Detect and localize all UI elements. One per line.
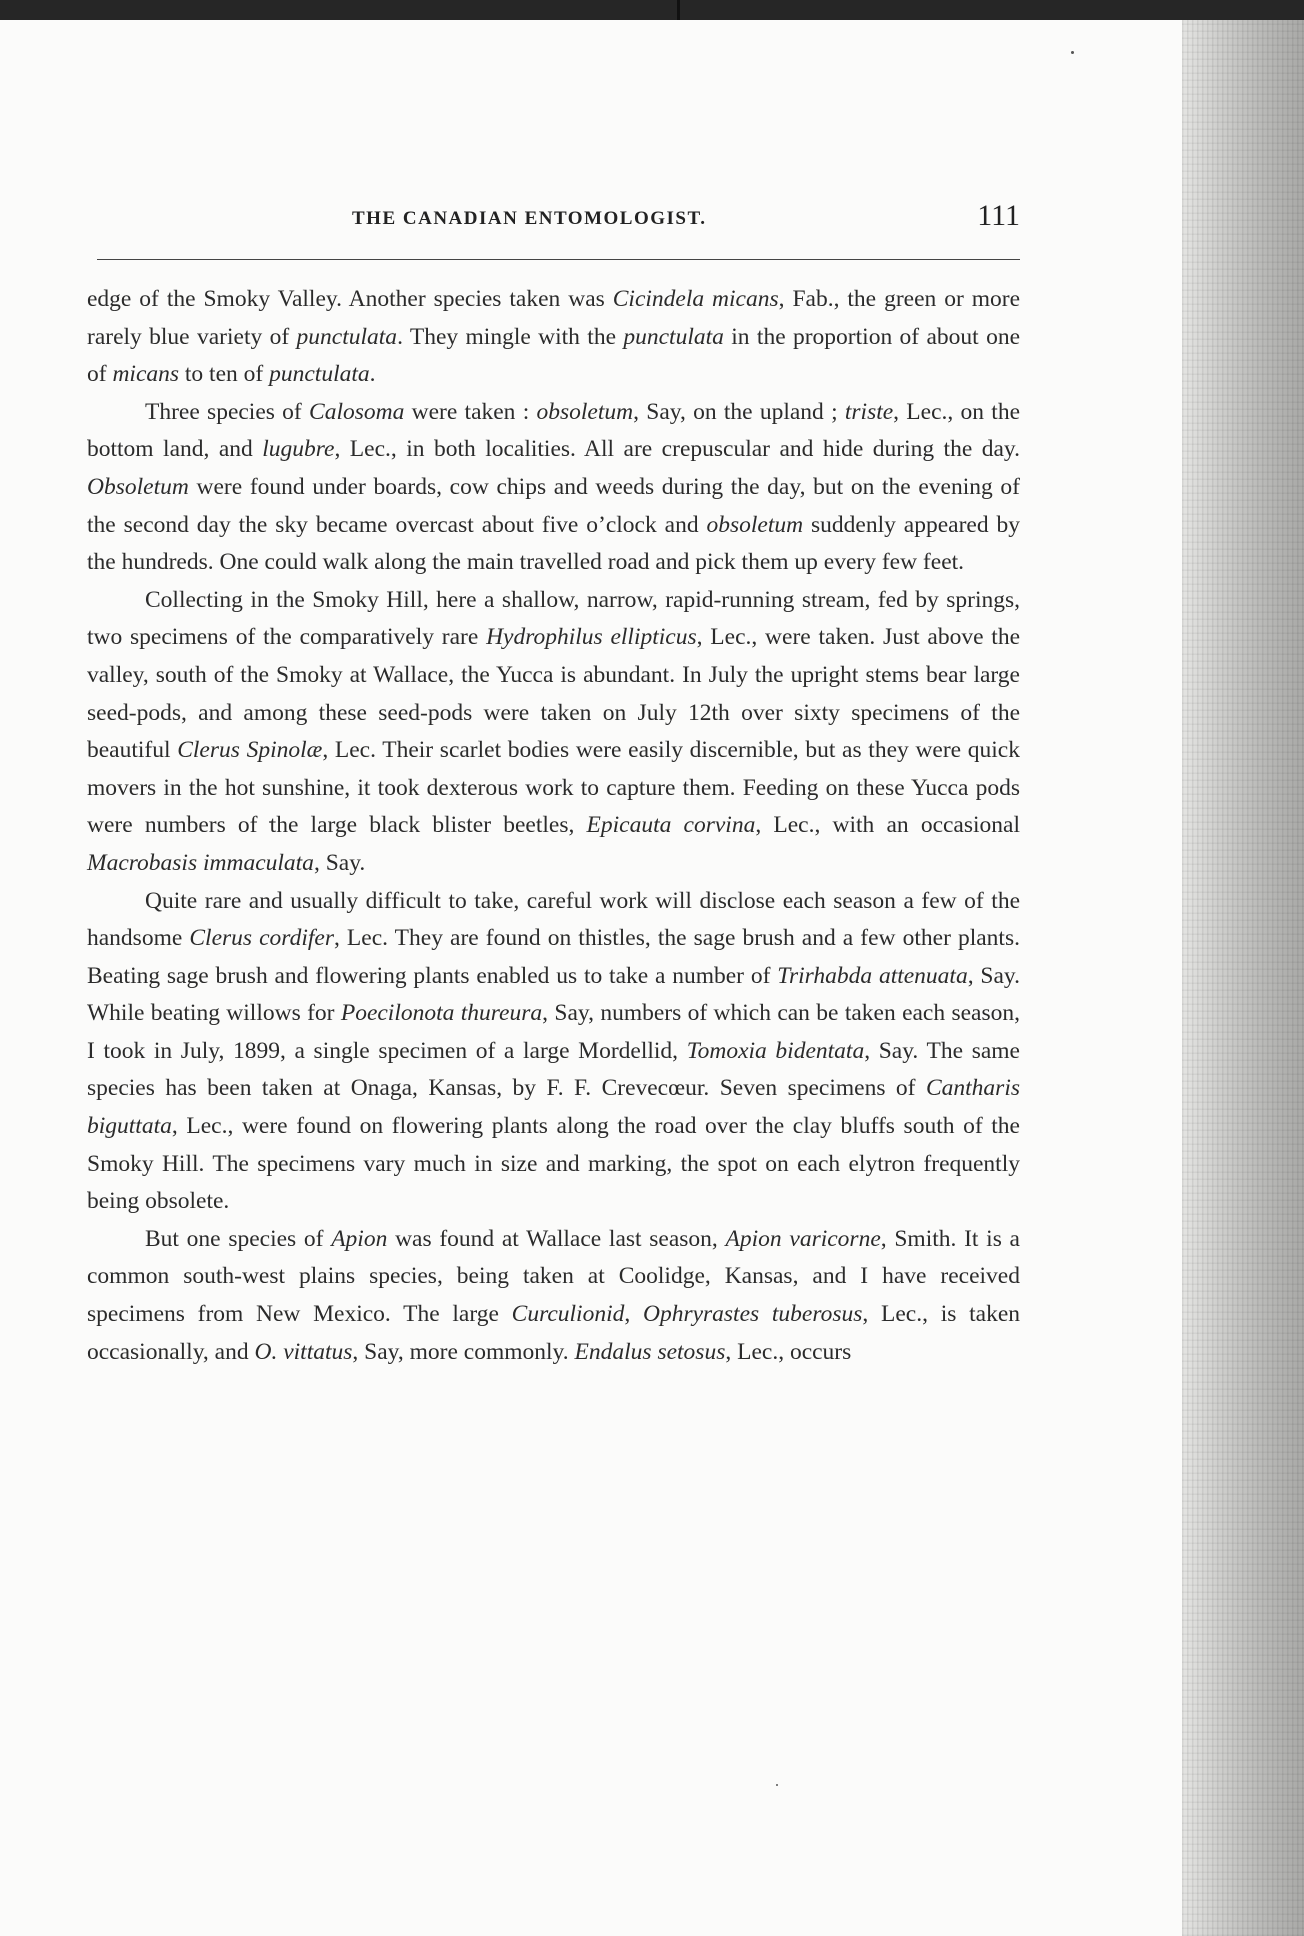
text-run: , (624, 1301, 643, 1328)
text-run: Collecting in the Smoky Hill, here a shallow, narrow, rapid-running stream, fed by springs, two specimens of the comparatively rare (87, 586, 1020, 651)
italic-term: lugubre (262, 436, 335, 463)
page-stack-edge (1182, 20, 1304, 1936)
text-run: . (369, 361, 376, 388)
text-run: was found at Wallace last season, (387, 1225, 726, 1252)
page-speck (1071, 51, 1074, 54)
text-run: in the proportion of about one of (87, 323, 1020, 388)
paragraph (87, 281, 1020, 394)
italic-term: obsoletum (536, 398, 634, 425)
scan-binding-mark (677, 0, 680, 20)
text-run: , Say. (313, 849, 366, 876)
text-run: , Lec., were taken. Just above the valley, south of the Smoky at Wallace, the Yucca is abundant. In July the upright stems bear large seed-pods, and among these seed-pods were taken on July 12th over sixty specimens of the beautiful (87, 624, 1021, 764)
text-run: , Lec. Their scarlet bodies were easily discernible, but as they were quick movers in the hot sunshine, it took dexterous work to capture them. Feeding on these Yucca pods were numbers of the large black blister beetles, (87, 737, 1020, 839)
text-run: , Lec., were found on flowering plants along the road over the clay bluffs south of the Smoky Hill. The specimens vary much in size and marking, the spot on each elytron frequently being obsolete. (87, 1113, 1020, 1215)
text-run: , Lec. They are found on thistles, the sage brush and a few other plants. Beating sage brush and flowering plants enabled us to take a number of (87, 925, 1020, 989)
text-run: , Lec., occurs (725, 1338, 852, 1365)
italic-term: triste (844, 398, 894, 425)
italic-term: O. vittatus (254, 1338, 353, 1365)
text-run: edge of the Smoky Valley. Another species taken was (87, 286, 613, 312)
text-run: , Lec., on the bottom land, and (87, 398, 1021, 463)
italic-term: micans (112, 361, 180, 388)
italic-term: Ophryrastes tuberosus (642, 1301, 863, 1328)
italic-term: Clerus cordifer (189, 925, 334, 952)
italic-term: Calosoma (309, 398, 405, 425)
running-head (97, 186, 1020, 236)
italic-term: Hydrophilus ellipticus (486, 624, 697, 651)
scan-top-border (0, 0, 1304, 20)
text-run: to ten of (179, 361, 270, 388)
text-run: . They mingle with the (397, 323, 624, 350)
text-run: , Lec., in both localities. All are crepuscular and hide during the day. (334, 436, 1020, 463)
text-run: , Say, numbers of which can be taken each season, I took in July, 1899, a single specimen of a large Mordellid, (87, 1000, 1020, 1064)
italic-term: Clerus Spinolæ (177, 737, 323, 764)
text-run: But one species of (145, 1225, 332, 1252)
paragraph (87, 883, 1020, 1221)
text-run: , Say, more commonly. (352, 1338, 575, 1365)
italic-term: Apion varicorne (725, 1225, 881, 1252)
text-run: suddenly appeared by the hundreds. One could walk along the main travelled road and pick them up every few feet. (87, 511, 1021, 576)
text-run: Quite rare and usually difficult to take, careful work will disclose each season a few of the handsome (87, 887, 1020, 952)
page-number: 111 (977, 199, 1020, 232)
page-speck (776, 1784, 778, 1786)
italic-term: punctulata (269, 361, 370, 388)
text-run: Three species of (145, 398, 310, 425)
italic-term: Curculionid (511, 1301, 625, 1328)
italic-term: Trirhabda attenuata (777, 962, 968, 989)
italic-term: punctulata (296, 323, 398, 350)
journal-title: THE CANADIAN ENTOMOLOGIST. (352, 208, 707, 229)
text-run: , Say. While beating willows for (87, 962, 1021, 1027)
italic-term: obsoletum (706, 511, 804, 538)
text-run: , Lec., is taken occasionally, and (87, 1301, 1021, 1365)
italic-term: Poecilonota thureura (340, 1000, 543, 1027)
text-run: , Say. The same species has been taken at Onaga, Kansas, by F. F. Crevecœur. Seven specimens of (87, 1037, 1020, 1102)
italic-term: Apion (331, 1225, 388, 1252)
italic-term: Obsoletum (87, 473, 189, 500)
paragraph (87, 582, 1020, 883)
italic-term: punctulata (623, 323, 724, 350)
text-run: , Smith. It is a common south-west plains species, being taken at Coolidge, Kansas, and I have received specimens from New Mexico. The large (87, 1225, 1020, 1328)
text-run: were found under boards, cow chips and weeds during the day, but on the evening of the second day the sky became overcast about five o’clock and (87, 473, 1020, 538)
text-run: , Fab., the green or more rarely blue variety of (87, 286, 1021, 350)
italic-term: Cicindela micans (612, 286, 779, 312)
italic-term: Macrobasis immaculata (87, 849, 314, 876)
article-body (87, 281, 1020, 1371)
italic-term: Tomoxia bidentata (686, 1037, 865, 1064)
header-rule (97, 259, 1020, 260)
paragraph (87, 394, 1020, 582)
text-run: were taken : (404, 398, 537, 425)
text-run: , Lec., with an occasional (755, 812, 1020, 839)
italic-term: Cantharis biguttata (87, 1075, 1020, 1140)
text-run: , Say, on the upland ; (633, 398, 845, 425)
paragraph (87, 1221, 1020, 1371)
italic-term: Epicauta corvina (586, 812, 756, 839)
italic-term: Endalus setosus (574, 1338, 726, 1365)
